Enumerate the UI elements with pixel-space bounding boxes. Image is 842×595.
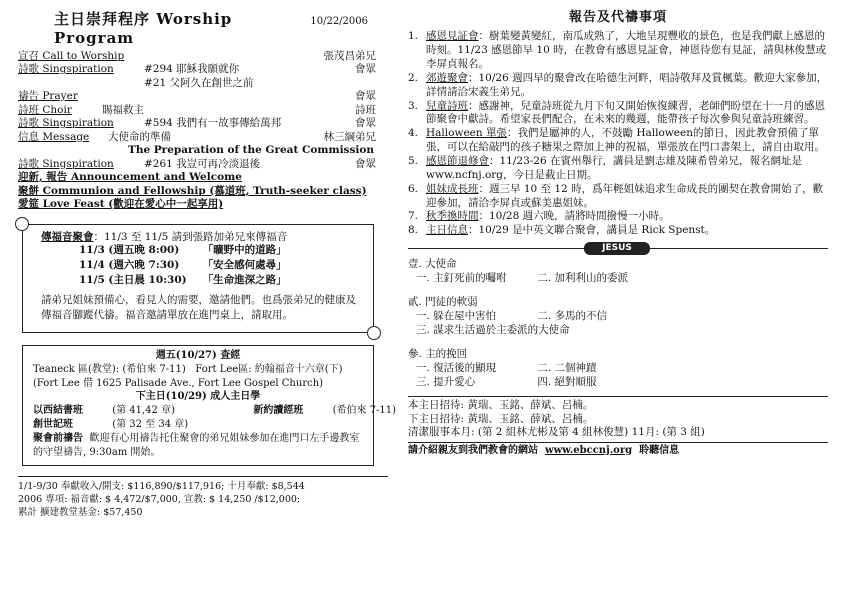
program-row <box>18 144 388 158</box>
friday-fortlee: Fort Lee區: 約翰福音十六章(下) <box>195 364 343 376</box>
program-item-person: 會眾 <box>355 117 376 129</box>
friday-title: 週五(10/27) 查經 <box>155 350 241 362</box>
website-link[interactable]: www.ebccnj.org <box>544 444 633 456</box>
program-item-label: 信息 Message <box>18 130 90 143</box>
outline-point: 一. 主釘死前的囑咐 <box>416 272 507 285</box>
announcement-item <box>408 155 828 183</box>
ushers-this-week: 本主日招待: 黃瑞、玉銘、薛斌、呂楠。 <box>408 399 594 412</box>
gospel-schedule-time: 11/3 (週五晚 8:00) <box>79 243 180 256</box>
announcement-number: 1. <box>408 30 419 43</box>
program-item-person: 詩班 <box>355 103 376 116</box>
prayer-label: 聚會前禱告 <box>33 433 83 445</box>
class-content: (第 32 至 34 章) <box>112 418 189 430</box>
announcement-text: ：感謝神，兒童詩班從九月下旬又開始恢復練習，老師們盼望在十一月的感恩節聚會中獻詩。希望家長們配合，在未來的幾週，能帶孩子每次參與兒童詩班練習。 <box>426 99 825 126</box>
announcement-heading: Halloween 單張 <box>426 127 507 140</box>
program-item-detail: 大使命的準備 <box>108 130 171 143</box>
program-item-person: 林三綱弟兄 <box>323 130 376 143</box>
gospel-schedule-topic: 「安全感何處尋」 <box>202 258 287 271</box>
outline-point-row <box>408 324 828 338</box>
friday-location: (Fort Lee 借 1625 Palisade Ave., Fort Lee Gospel Church) <box>33 377 324 389</box>
class-name: 新約讀經班 <box>253 405 304 417</box>
outline-point: 二. 加利利山的委派 <box>537 272 629 285</box>
outline-point: 四. 絕對順服 <box>537 376 597 389</box>
program-item-label: 詩歌 Singspiration <box>18 157 114 170</box>
worship-program-column <box>18 10 397 520</box>
announcement-text: ：10/26 週四早的聚會改在哈德生河畔，唱詩敬拜及賞楓葉。歡迎大家參加，詳情請洽宋義生弟兄。 <box>426 71 828 98</box>
lovefeast-label: 愛筵 Love Feast (歡迎在愛心中一起享用) <box>18 198 224 210</box>
gospel-note: 請弟兄姐妹預備心，看見人的需要，邀請他們。也爲張弟兄的健康及傳福音腳蹤代禱。福音邀請單放在進門桌上，請取用。 <box>41 293 356 322</box>
announcement-text: ：10/29 是中英文聯合聚會，講員是 Rick Spenst。 <box>468 224 716 237</box>
program-item-detail: #294 耶穌我願就你 <box>144 63 240 75</box>
program-title: 主日崇拜程序 Worship Program <box>54 10 233 47</box>
gospel-schedule-time: 11/5 (主日晨 10:30) <box>79 273 187 286</box>
announcement-heading: 姐妹成長班 <box>426 182 479 195</box>
gospel-heading-line <box>41 231 363 244</box>
finance-line: 2006 專項: 福音獻: $ 4,472/$7,000, 宣教: $ 14,250 /$12,000; <box>18 494 301 506</box>
announcement-item <box>408 100 828 128</box>
outline-point-row <box>408 272 828 286</box>
promo-tail: 聆聽信息 <box>639 444 680 456</box>
ushers-next-week: 下主日招待: 黃瑞、玉銘、薛斌、呂楠。 <box>408 412 594 425</box>
announcement-number: 6. <box>408 182 419 195</box>
outline-point: 一. 復活後的顯現 <box>416 362 497 375</box>
gospel-meeting-box <box>22 224 374 334</box>
announcement-heading: 感恩節退修會 <box>426 154 489 167</box>
announcement-heading: 秋季換時間 <box>426 210 479 223</box>
outline-point: 二. 二個神蹟 <box>537 362 597 375</box>
announcement-text: ：我們是屬神的人，不鼓勵 Halloween的節日，因此教會預備了單張，可以在給敲門的孩子糖果之際加上神的祝福，單張放在門口書架上，請自由取用。 <box>426 127 825 154</box>
program-item-detail: #594 我們有一故事傳給萬邦 <box>144 117 282 129</box>
announcement-item <box>408 183 828 211</box>
program-item-person: 會眾 <box>355 63 376 75</box>
program-row <box>18 50 388 64</box>
program-row <box>18 63 388 77</box>
friday-row <box>33 364 363 378</box>
announcement-number: 3. <box>408 99 419 112</box>
outline-heading: 貳. 門徒的軟弱 <box>408 296 478 309</box>
program-item-label: 詩歌 Singspiration <box>18 117 114 129</box>
fellowship-label: 聚餅 Communion and Fellowship (慕道班, Truth-seeker class) <box>18 184 367 197</box>
program-row <box>18 104 388 118</box>
program-item-person: 會眾 <box>355 90 376 102</box>
sunday-school-title: 下主日(10/29) 成人主日學 <box>135 391 261 403</box>
prayer-text: 歡迎有心用禱告托住聚會的弟兄姐妹參加在進門口左手邊教室的守望禱告, 9:30am 開始。 <box>33 433 360 458</box>
program-row <box>18 131 388 145</box>
program-item-detail: #21 父阿久在創世之前 <box>144 76 254 89</box>
announcement-text: ：10/28 週六晚，請將時間撥慢一小時。 <box>478 210 670 223</box>
announcement-item <box>408 210 828 224</box>
announcement-number: 4. <box>408 127 419 140</box>
class-content: (希伯來 7-11) <box>332 405 397 417</box>
class-row <box>33 419 363 433</box>
program-item-detail: #261 我豈可再冷淡退後 <box>144 157 261 170</box>
gospel-schedule-time: 11/4 (週六晚 7:30) <box>79 258 180 271</box>
outline-point: 二. 多馬的不信 <box>537 310 608 323</box>
outline-point-row <box>408 376 828 390</box>
announcement-number: 8. <box>408 224 419 237</box>
program-row <box>18 90 388 104</box>
gospel-heading: 傳福音聚會 <box>41 230 94 243</box>
program-item-person: 張茂昌弟兄 <box>323 49 376 62</box>
finance-line: 1/1-9/30 奉獻收入/開支: $116,890/$117,916; 十月奉獻: $8,544 <box>18 481 305 493</box>
outline-heading: 壹. 大使命 <box>408 258 457 271</box>
announcement-number: 5. <box>408 154 419 167</box>
program-header <box>18 10 388 48</box>
outline-point: 三. 謀求生活過於主委派的大使命 <box>416 324 570 337</box>
website-promo <box>408 442 828 458</box>
cleaning-duty: 清潔服事本月: (第 2 組林尤彬及第 4 組林俊慧) 11月: (第 3 組) <box>408 426 705 439</box>
gospel-schedule-row <box>41 244 363 259</box>
announcement-item <box>408 30 828 72</box>
program-row <box>18 117 388 131</box>
announcement-heading: 郊遊聚會 <box>426 71 468 84</box>
gospel-schedule-row <box>41 259 363 274</box>
announcement-item <box>408 224 828 238</box>
announcement-text: ：11/23-26 在賓州舉行，講員是劉志雄及陳希曾弟兄，報名網址是 www.ncfnj.org，今日是截止日期。 <box>426 154 803 181</box>
outline-point-row <box>408 310 828 324</box>
program-row <box>18 185 388 199</box>
gospel-schedule-row <box>41 274 363 289</box>
announcement-heading: 感恩見証會 <box>426 30 479 43</box>
class-content: (第 41,42 章) <box>112 405 175 417</box>
sermon-outline <box>408 258 828 390</box>
announcements-column <box>408 10 828 457</box>
announcement-text: ：樹葉變黃變紅，南瓜成熟了，大地呈現豐收的景色，也是我們獻上感恩的時刻。11/23 感恩節早 10 時，在教會有感恩見証會，神恩待您有見証，請與林俊慧或李屏貞報名。 <box>426 30 827 70</box>
class-name: 創世記班 <box>33 418 73 430</box>
duty-roster <box>408 396 828 457</box>
program-item-detail: The Preparation of the Great Commission <box>128 144 375 156</box>
program-item-label: 詩歌 Singspiration <box>18 63 114 75</box>
program-item-label: 宣召 Call to Worship <box>18 49 125 62</box>
gospel-schedule-topic: 「曠野中的道路」 <box>202 243 287 256</box>
class-row <box>33 405 397 419</box>
announcement-heading: 兒童詩班 <box>426 99 468 112</box>
friday-teaneck: Teaneck 區(教堂): (希伯來 7-11) <box>33 364 186 376</box>
weekly-activities-box <box>22 345 397 466</box>
announcements-title: 報告及代禱事項 <box>568 10 667 25</box>
outline-point: 一. 躲在屋中害怕 <box>416 310 497 323</box>
program-row <box>18 77 388 91</box>
promo-text: 請介紹親友到我們教會的網站 <box>408 444 538 456</box>
program-item-label: 詩班 Choir <box>18 103 72 116</box>
program-item-label: 禱告 Prayer <box>18 90 78 102</box>
program-row <box>18 198 388 212</box>
program-date: 10/22/2006 <box>310 16 368 27</box>
announcement-number: 7. <box>408 210 419 223</box>
outline-point-row <box>408 362 828 376</box>
class-name: 以西結書班 <box>33 405 83 417</box>
welcome-label: 迎新, 報告 Announcement and Welcome <box>18 171 242 183</box>
finance-line: 累計 擴建教堂基金: $57,450 <box>18 507 143 519</box>
program-item-detail: 賜福救主 <box>102 103 144 116</box>
program-row <box>18 171 388 185</box>
announcement-item <box>408 72 828 100</box>
prayer-meeting <box>33 432 363 459</box>
jesus-emblem: JESUS <box>584 242 650 255</box>
program-item-person: 會眾 <box>355 157 376 170</box>
announcement-text: ：週三早 10 至 12 時，爲年輕姐妹追求生命成長的團契在教會開始了，歡迎參加，請洽李屏貞或蘇美惠姐妹。 <box>426 182 824 209</box>
announcement-heading: 主日信息 <box>426 224 468 237</box>
announcement-item <box>408 127 828 155</box>
gospel-schedule-topic: 「生命進深之路」 <box>202 273 287 286</box>
outline-heading: 參. 主的挽回 <box>408 348 468 361</box>
program-row <box>18 158 388 172</box>
gospel-intro: ：11/3 至 11/5 請到張路加弟兄來傳福音 <box>93 230 288 243</box>
finance-divider <box>18 476 388 477</box>
announcement-number: 2. <box>408 71 419 84</box>
outline-point: 三. 提升愛心 <box>416 376 476 389</box>
section-divider <box>408 242 828 256</box>
